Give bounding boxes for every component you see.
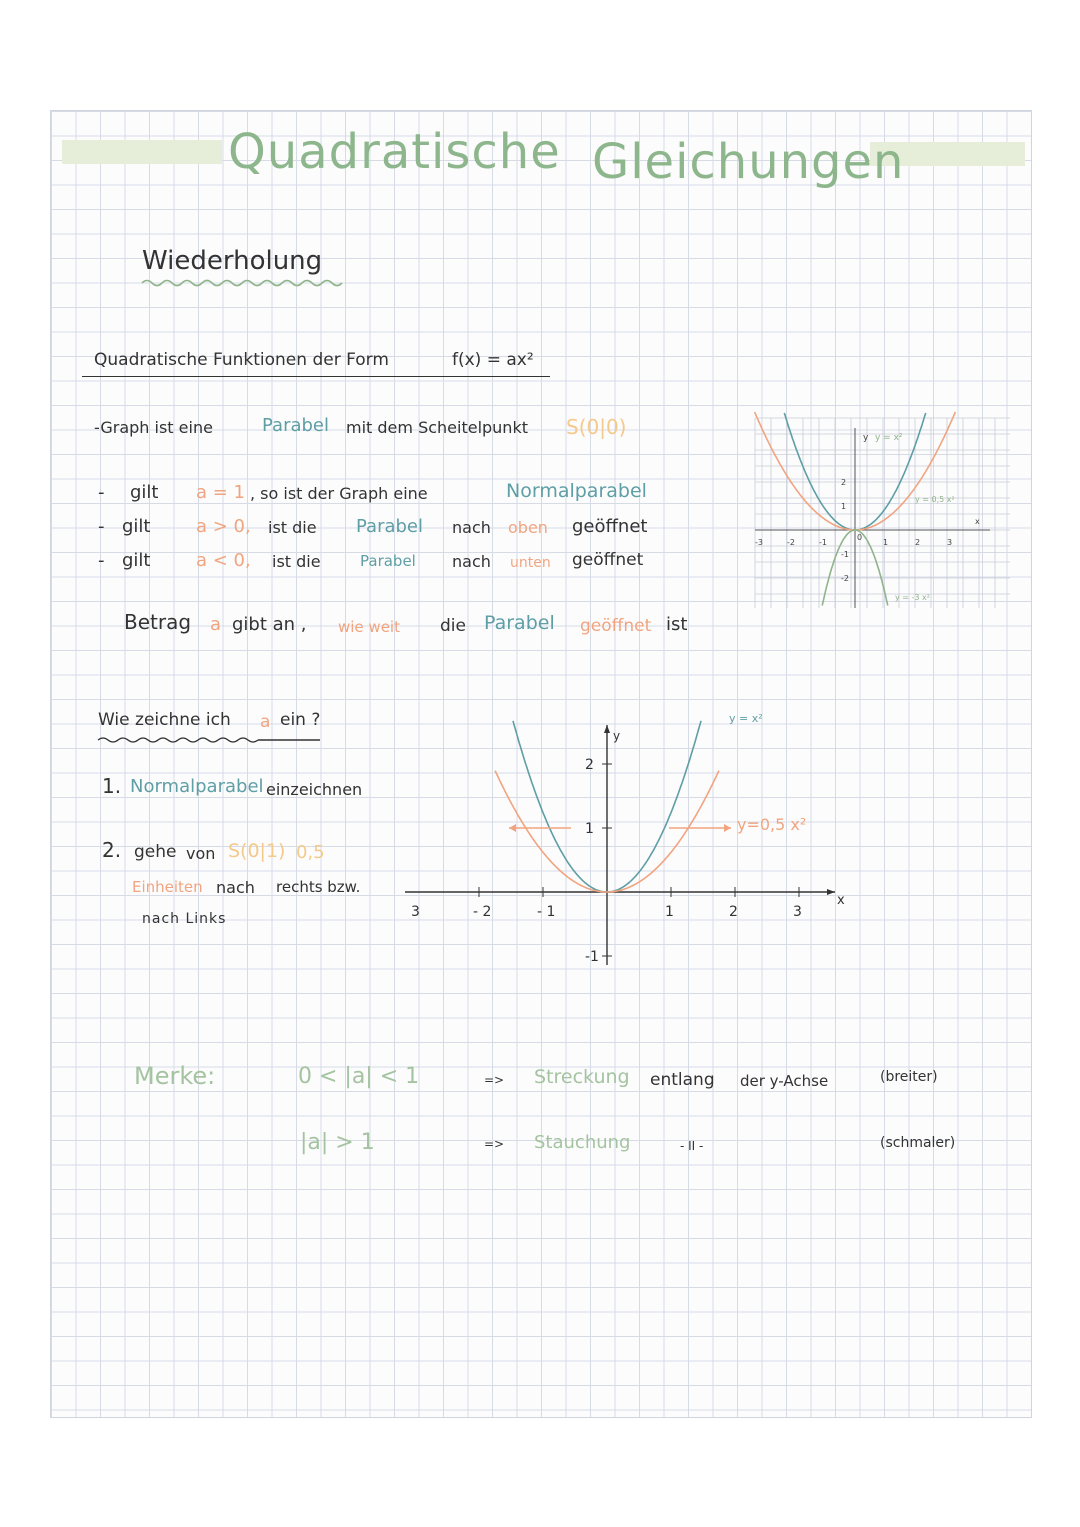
small-label-mid: y = 0,5 x² [915,495,955,504]
small-x-tick: -2 [787,538,795,547]
betrag-w7: ist [666,614,688,635]
merke-label: Merke: [134,1062,216,1090]
small-y-tick: 2 [841,478,847,487]
merke-row1-note: (breiter) [880,1069,938,1085]
betrag-a: a [210,614,222,635]
step2-line2c: rechts bzw. [276,878,361,896]
small-x-tick: 3 [947,538,953,547]
rule2-end: geöffnet [572,516,648,537]
big-x-tick: - 1 [537,904,556,920]
big-x-tick: - 2 [473,904,492,920]
rule1-key: Normalparabel [506,480,647,502]
rule1-cond: a = 1 [196,482,246,503]
big-step-arrowhead-left [509,824,516,832]
big-x-tick: 1 [665,904,674,920]
intro-formula: f(x) = ax² [452,350,534,370]
small-x-tick: 1 [883,538,889,547]
rule3-nach: nach [452,552,491,571]
big-axis-x: x [837,893,845,908]
big-graph [405,700,855,980]
rule1-bullet: - [98,482,105,503]
merke-row1-arrow: => [484,1073,505,1087]
betrag-w2: gibt an , [232,614,307,635]
betrag-w4: die [440,616,466,636]
small-x-tick: -1 [819,538,827,547]
betrag-w6: geöffnet [580,616,652,636]
merke-row1-effect: Streckung [534,1066,630,1088]
big-label-a: y = x² [729,712,763,725]
rule3-text1: ist die [272,552,321,571]
rule3-end: geöffnet [572,550,644,570]
small-y-tick: -1 [841,550,849,559]
small-label-top: y = x² [875,433,903,443]
small-y-tick: 1 [841,502,847,511]
section-heading: Wiederholung [142,246,323,276]
small-origin: 0 [857,533,863,542]
howto-wavy-underline [98,736,328,744]
merke-row2-note: (schmaler) [880,1135,956,1151]
merke-row1-w1: entlang [650,1070,715,1090]
big-y-tick: -1 [585,949,599,965]
title-highlight-left [62,140,222,164]
graph-line-vertex: S(0|0) [566,415,627,439]
big-x-tick: 3 [793,904,802,920]
merke-row2-dash: - II - [680,1139,704,1153]
rule2-dir: oben [508,518,548,537]
step2-line3: nach Links [142,911,227,927]
step2-line2b: nach [216,878,255,897]
rule1-text1: , so ist der Graph eine [250,484,428,503]
rule1-gilt: gilt [130,482,159,503]
page-title-left: Quadratische [228,124,561,180]
graph-line-prefix: -Graph ist eine [94,418,213,437]
graph-line-mid: mit dem Scheitelpunkt [346,418,528,437]
big-y-tick: 2 [585,757,594,773]
merke-row1-w2: der y-Achse [740,1072,829,1090]
merke-row1-cond: 0 < |a| < 1 [298,1064,420,1089]
rule2-key: Parabel [356,516,424,537]
step1-key: Normalparabel [130,776,264,797]
rule2-text1: ist die [268,518,317,537]
step2-num: 2. [102,838,122,862]
betrag-w1: Betrag [124,610,192,634]
big-label-b: y=0,5 x² [737,815,807,834]
big-x-tick: 2 [729,904,738,920]
merke-row2-effect: Stauchung [534,1132,631,1153]
howto-heading: Wie zeichne ich [98,710,231,730]
big-step-arrowhead-right [724,824,731,832]
merke-row2-arrow: => [484,1137,505,1151]
rule2-gilt: gilt [122,516,151,537]
betrag-w5: Parabel [484,612,555,634]
big-y-tick: 1 [585,821,594,837]
small-x-tick: 2 [915,538,921,547]
step2-w1: gehe [134,842,177,862]
big-axis-y: y [613,729,621,743]
rule3-key: Parabel [360,552,416,570]
howto-a: a [260,712,271,732]
rule3-cond: a < 0, [196,550,251,571]
betrag-w3: wie weit [338,618,400,636]
intro-label: Quadratische Funktionen der Form [94,350,389,370]
rule3-dir: unten [510,555,551,571]
howto-heading-end: ein ? [280,710,321,730]
rule3-bullet: - [98,550,105,571]
heading-wavy-underline [142,278,342,288]
rule2-bullet: - [98,516,105,537]
small-x-tick: -3 [755,538,763,547]
page-title-right: Gleichungen [592,134,905,190]
small-label-bottom: y = -3 x² [895,593,930,602]
rule2-nach: nach [452,518,491,537]
step1-rest: einzeichnen [266,780,363,799]
graph-line-parabel: Parabel [262,415,330,436]
small-axis-y: y [863,433,869,443]
big-y-arrow [604,725,610,733]
big-x-tick: 3 [411,904,420,920]
small-y-tick: -2 [841,574,849,583]
step1-num: 1. [102,774,122,798]
rule3-gilt: gilt [122,550,151,571]
small-axis-x: x [975,517,980,526]
step2-val: 0,5 [296,842,325,863]
rule2-cond: a > 0, [196,516,251,537]
big-x-arrow [827,889,835,895]
step2-line2a: Einheiten [132,878,203,896]
intro-underline [82,376,550,377]
merke-row2-cond: |a| > 1 [300,1130,375,1155]
small-graph [755,418,1010,608]
step2-pt: S(0|1) [228,840,286,862]
step2-w2: von [186,844,216,863]
